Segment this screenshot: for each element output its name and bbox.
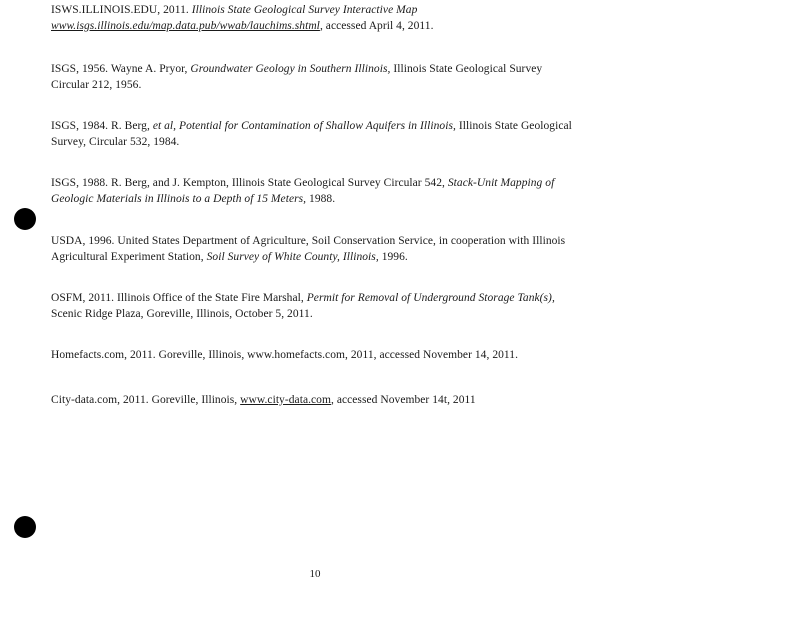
reference-source: OSFM, 2011. Illinois Office of the State Fire Marshal, xyxy=(51,292,304,304)
reference-title: Illinois State Geological Survey Interactive Map xyxy=(191,4,418,16)
reference-title: Groundwater Geology in Southern Illinois, xyxy=(190,63,391,75)
reference-isgs-1956 xyxy=(51,62,571,93)
binder-hole-top xyxy=(14,208,36,230)
reference-link[interactable]: www.isgs.illinois.edu/map.data.pub/wwab/lauchims.shtml xyxy=(51,19,320,32)
reference-city-data xyxy=(51,393,611,409)
reference-rest: 1988. xyxy=(309,192,336,205)
reference-isgs-1984 xyxy=(51,119,581,150)
reference-rest: , accessed November 14t, 2011 xyxy=(330,394,476,406)
reference-rest: Illinois State Geological Survey Circular 212, 1956. xyxy=(51,63,543,91)
reference-title: Stack-Unit Mapping of Geologic Materials in Illinois to a Depth of 15 Meters, xyxy=(51,177,555,205)
reference-isgs-1988 xyxy=(51,176,566,207)
reference-usda xyxy=(51,234,571,265)
reference-title: Potential for Contamination of Shallow Aquifers in Illinois, xyxy=(179,120,456,132)
reference-source: Homefacts.com, 2011. Goreville, Illinois, www.homefacts.com, 2011, accessed November 14, 2011. xyxy=(51,349,519,361)
reference-rest: 1996. xyxy=(381,250,408,263)
reference-etal: et al, xyxy=(152,120,177,132)
binder-hole-bottom xyxy=(14,516,36,538)
reference-isws xyxy=(51,3,591,34)
reference-source: ISGS, 1988. R. Berg, and J. Kempton, Illinois State Geological Survey Circular 542, xyxy=(51,177,445,189)
reference-title: Permit for Removal of Underground Storage Tank(s), xyxy=(306,292,555,304)
reference-rest: Scenic Ridge Plaza, Goreville, Illinois, October 5, 2011. xyxy=(51,307,313,320)
reference-source: ISWS.ILLINOIS.EDU, 2011. xyxy=(51,4,189,16)
reference-source: USDA, 1996. United States Department of Agriculture, Soil Conservation Service, in cooperation with Illinois Agricultural Experiment Station, xyxy=(51,235,566,263)
page-number: 10 xyxy=(309,568,321,580)
reference-source: ISGS, 1984. R. Berg, xyxy=(51,120,150,132)
reference-homefacts xyxy=(51,348,611,364)
reference-link[interactable]: www.city-data.com xyxy=(240,394,331,406)
reference-accessed: , accessed April 4, 2011. xyxy=(319,19,434,32)
reference-osfm xyxy=(51,291,576,322)
reference-rest: Illinois State Geological Survey, Circular 532, 1984. xyxy=(51,120,572,148)
reference-source: City-data.com, 2011. Goreville, Illinois, xyxy=(51,394,238,406)
reference-title: Soil Survey of White County, Illinois, xyxy=(206,250,379,263)
reference-source: ISGS, 1956. Wayne A. Pryor, xyxy=(51,63,188,75)
